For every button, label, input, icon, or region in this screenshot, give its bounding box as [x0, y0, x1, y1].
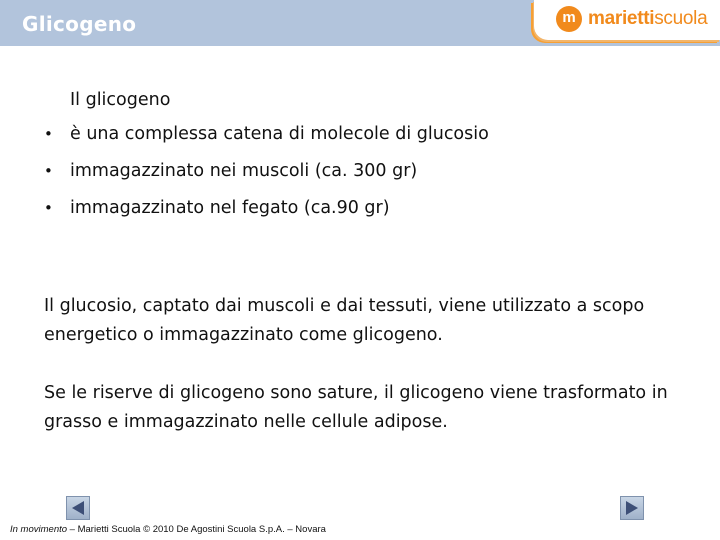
arrow-right-icon	[621, 497, 643, 519]
previous-slide-button[interactable]	[66, 496, 90, 520]
logo-mark-icon: m	[556, 6, 582, 32]
bullet-item	[44, 153, 489, 190]
logo-text	[588, 8, 707, 30]
bullet-text: è una complessa catena di molecole di glucosio	[70, 124, 489, 144]
arrow-left-icon	[67, 497, 89, 519]
bullet-text: immagazzinato nei muscoli (ca. 300 gr)	[70, 161, 418, 181]
intro-line: Il glicogeno	[70, 90, 171, 110]
footer-title: In movimento	[10, 524, 68, 535]
bullet-text: immagazzinato nel fegato (ca.90 gr)	[70, 198, 390, 218]
paragraph-riserve: Se le riserve di glicogeno sono sature, il glicogeno viene trasformato in grasso e immagazzinato nelle cellule adipose.	[44, 383, 668, 432]
logo-brand-light: scuola	[654, 8, 708, 29]
footer-copyright: – Marietti Scuola © 2010 De Agostini Scuola S.p.A. – Novara	[67, 524, 326, 535]
publisher-logo	[534, 0, 720, 40]
bullet-dot-icon: •	[44, 199, 53, 217]
logo-brand-bold: marietti	[588, 8, 655, 29]
bullet-dot-icon: •	[44, 125, 53, 143]
slide-title: Glicogeno	[22, 12, 137, 36]
bullet-dot-icon: •	[44, 162, 53, 180]
bullet-item	[44, 190, 489, 227]
slide-header	[0, 0, 720, 46]
bullet-item	[44, 116, 489, 153]
next-slide-button[interactable]	[620, 496, 644, 520]
footer-credit	[10, 524, 326, 535]
paragraph-glucosio: Il glucosio, captato dai muscoli e dai tessuti, viene utilizzato a scopo energetico o immagazzinato come glicogeno.	[44, 296, 645, 345]
bullet-list	[44, 116, 489, 227]
